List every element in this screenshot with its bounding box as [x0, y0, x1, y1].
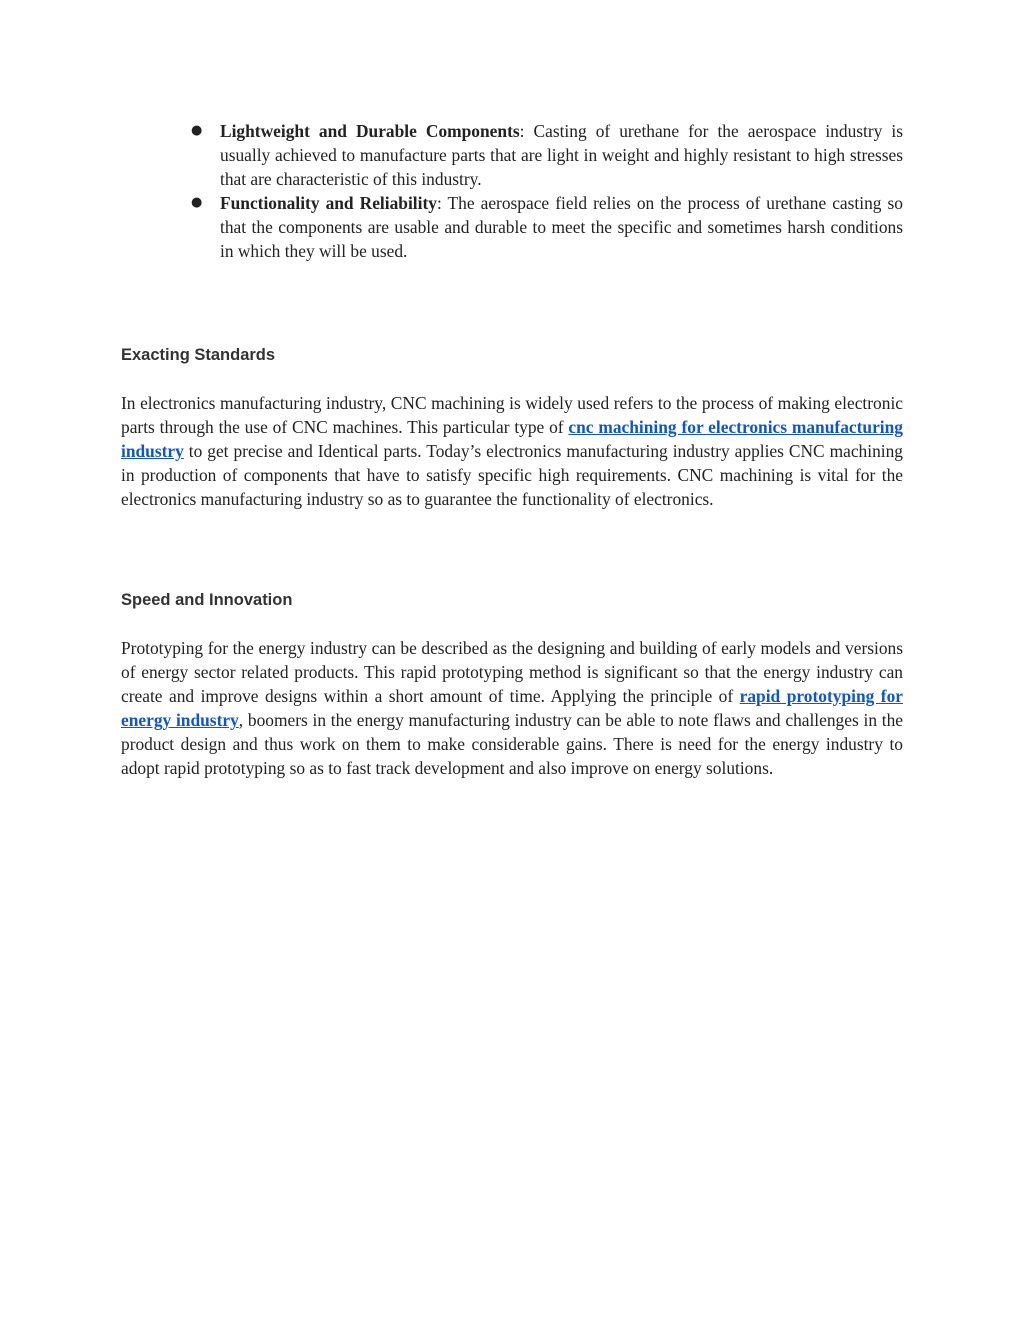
- bullet-term: Lightweight and Durable Components: [220, 121, 520, 141]
- paragraph-text: In electronics manufacturing industry, CNC machining is widely used refers to the process of making electronic parts through the use of CNC machines. This particular type of: [121, 393, 903, 437]
- section-paragraph-exacting-standards: [121, 391, 903, 511]
- bullet-text: : The aerospace field relies on the process of urethane casting so that the components are usable and durable to meet the specific and sometimes harsh conditions in which they will be used.: [220, 193, 903, 261]
- document-body: [121, 119, 903, 780]
- bullet-term: Functionality and Reliability: [220, 193, 437, 213]
- bullet-list: [121, 119, 903, 263]
- bullet-icon: ●: [191, 123, 203, 138]
- bullet-icon: ●: [191, 195, 203, 210]
- section-heading-speed-innovation: Speed and Innovation: [121, 591, 293, 609]
- section-paragraph-speed-innovation: [121, 636, 903, 780]
- paragraph-text: to get precise and Identical parts. Today’s electronics manufacturing industry applies CNC machining in production of components that have to satisfy specific high requirements. CNC machining is vital for the electronics manufacturing industry so as to guarantee the functionality of electronics.: [121, 441, 903, 509]
- section-heading-exacting-standards: Exacting Standards: [121, 346, 276, 364]
- bullet-item-lightweight: [121, 119, 903, 191]
- cnc-machining-link[interactable]: cnc machining for electronics manufacturing industry: [121, 417, 903, 461]
- paragraph-text: Prototyping for the energy industry can be described as the designing and building of early models and versions of energy sector related products. This rapid prototyping method is significant so that the energy industry can create and improve designs within a short amount of time. Applying the principle of: [121, 638, 903, 706]
- rapid-prototyping-link[interactable]: rapid prototyping for energy industry: [121, 686, 903, 730]
- bullet-item-functionality: [121, 191, 903, 263]
- paragraph-text: , boomers in the energy manufacturing industry can be able to note flaws and challenges in the product design and thus work on them to make considerable gains. There is need for the energy industry to adopt rapid prototyping so as to fast track development and also improve on energy solutions.: [121, 710, 903, 778]
- bullet-text: : Casting of urethane for the aerospace industry is usually achieved to manufacture parts that are light in weight and highly resistant to high stresses that are characteristic of this industry.: [220, 121, 903, 189]
